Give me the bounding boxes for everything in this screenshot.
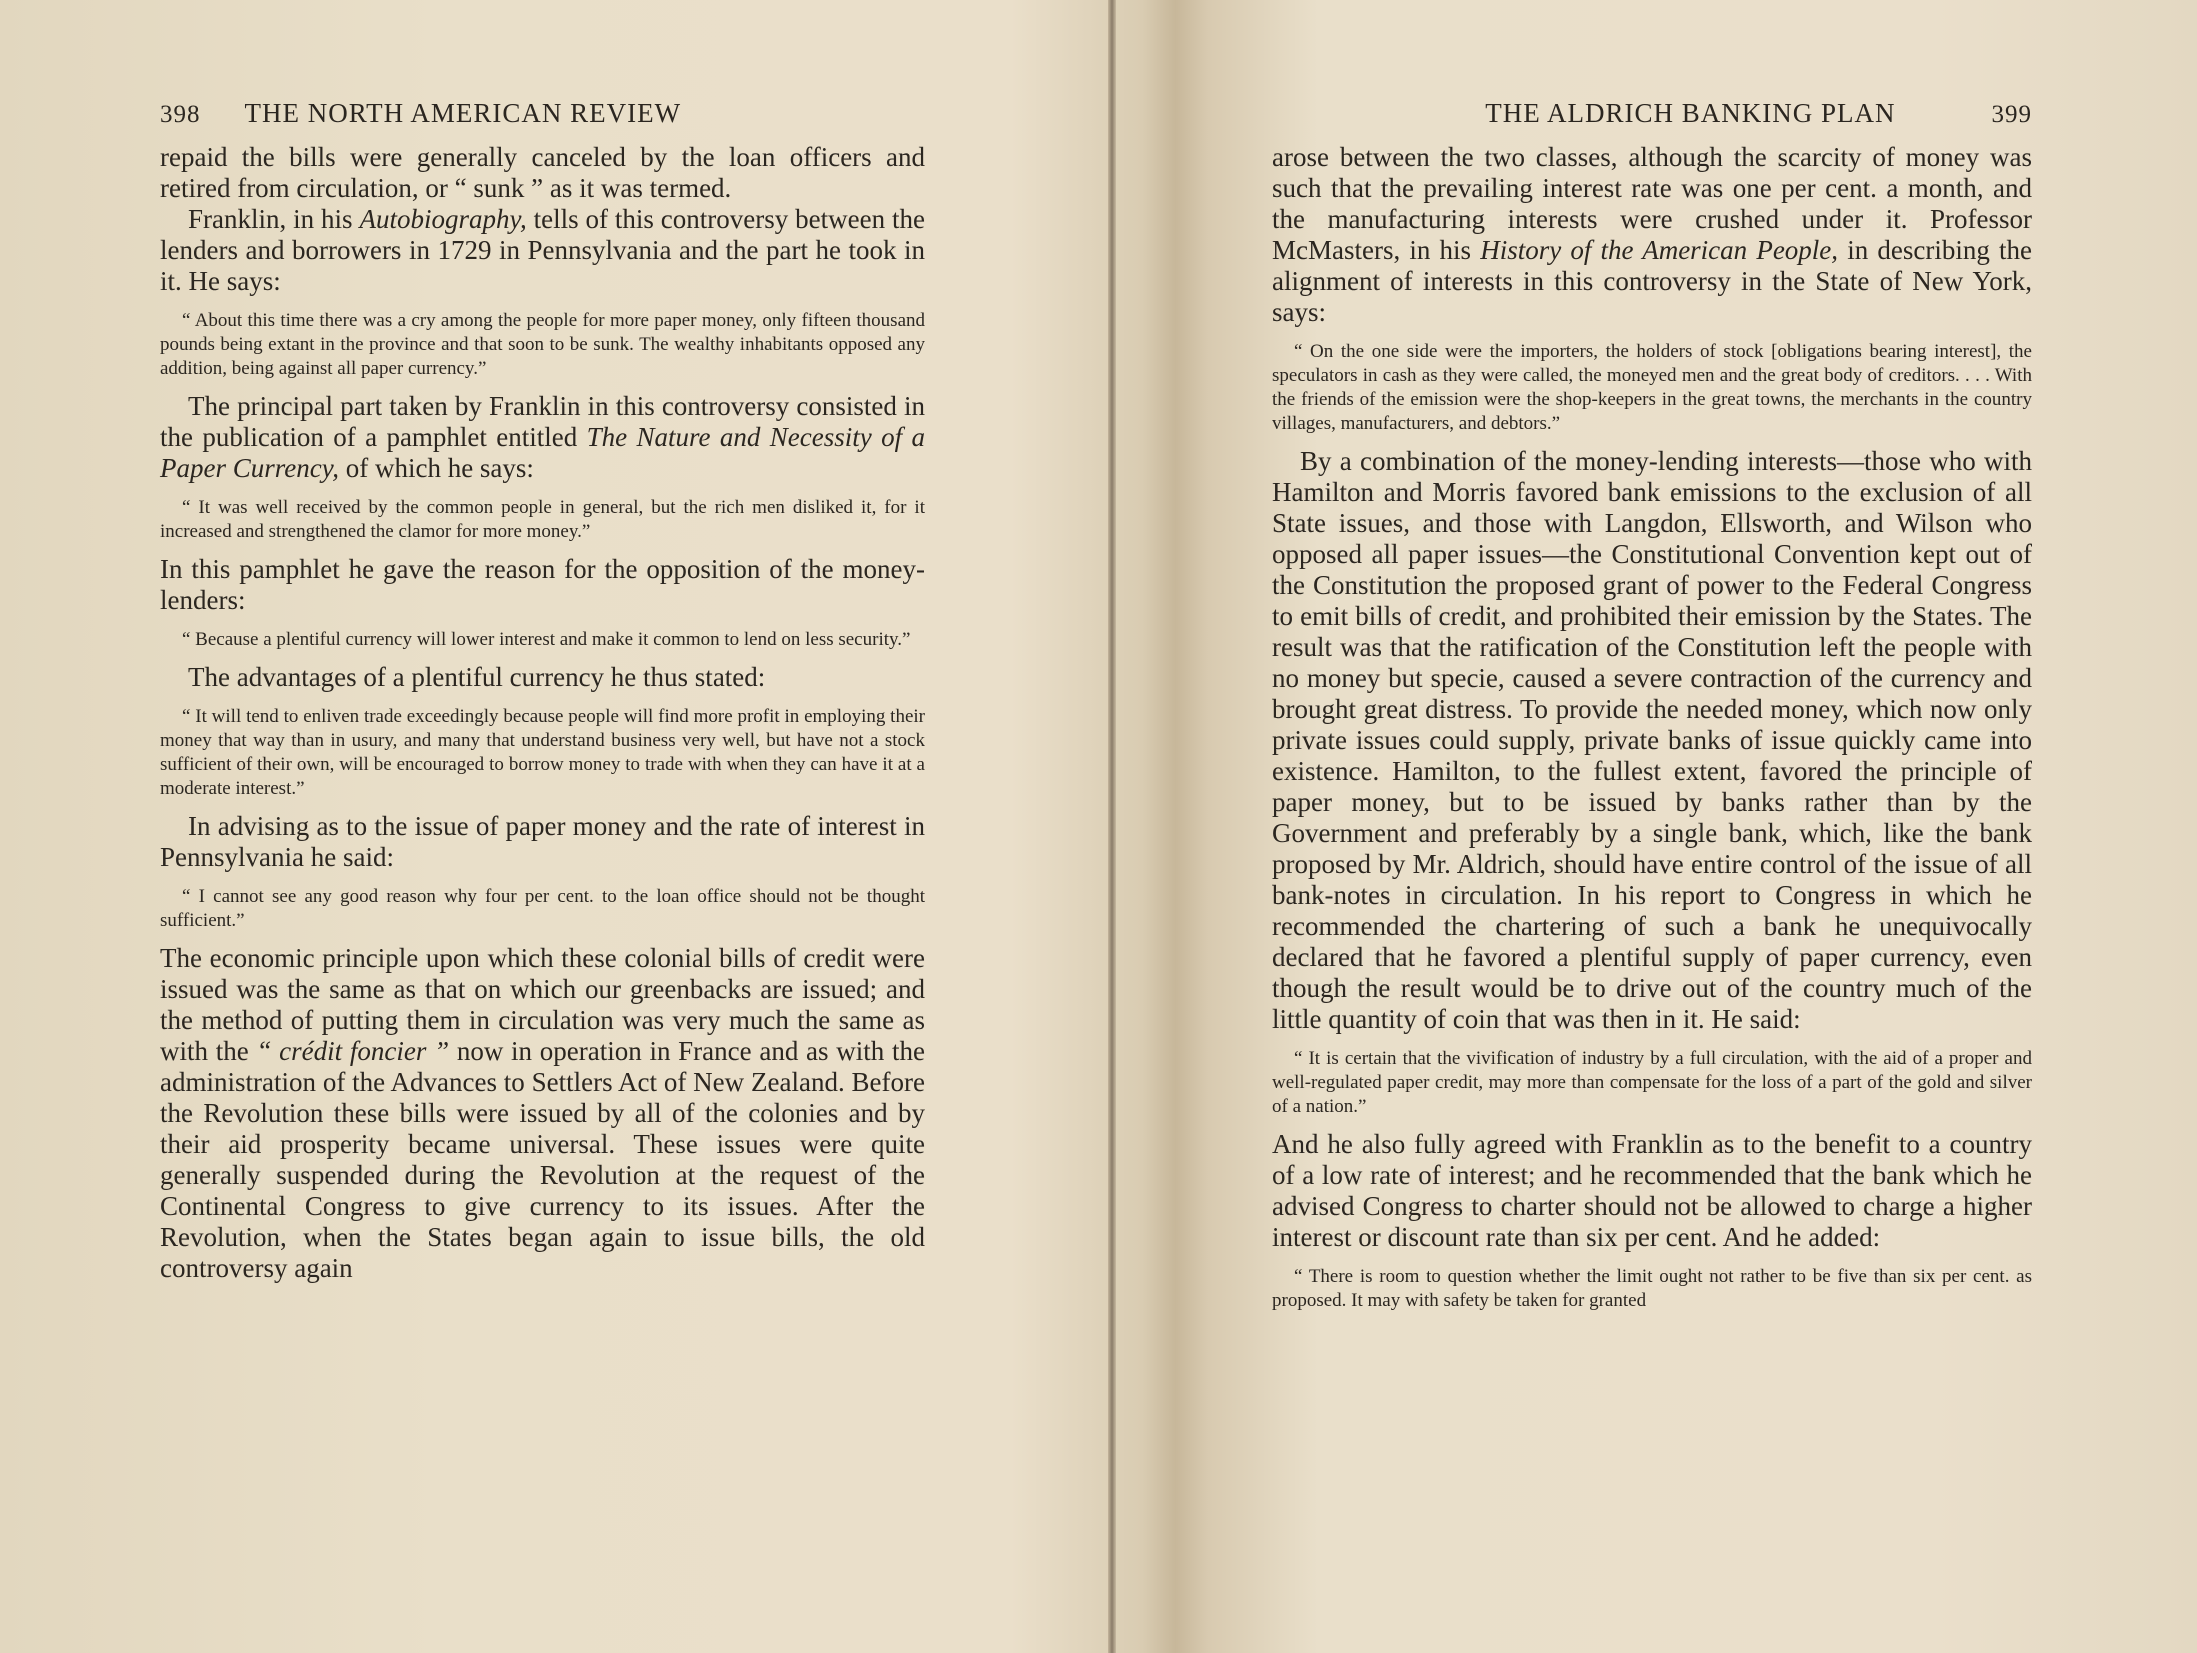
paragraph: The advantages of a plentiful currency he thus stated:	[188, 662, 766, 692]
quote-text: “ It will tend to enliven trade exceedingly because people will find more profit in employing their money that way than in usury, and many that understand business very well, but have not a stock sufficient of their own, will be encouraged to borrow money to trade with when they can have it at a moderate interest.”	[160, 706, 925, 799]
running-head: THE NORTH AMERICAN REVIEW	[244, 98, 682, 128]
left-page-header	[160, 98, 925, 142]
book-title: Autobiography,	[359, 204, 527, 234]
foreign-term: “ crédit foncier ”	[256, 1036, 450, 1066]
quote-text: “ About this time there was a cry among the people for more paper money, only fifteen thousand pounds being extant in the province and that soon to be sunk. The wealthy inhabitants opposed any addition, being against all paper currency.”	[160, 310, 925, 379]
quote-text: “ Because a plentiful currency will lower interest and make it common to lend on less security.”	[182, 629, 911, 650]
paragraph-text: The economic principle upon which these colonial bills of credit were issued was the same as that on which our greenbacks are issued; and the method of putting them in circulation was very much the same as with the	[160, 943, 925, 1066]
quote-text: “ There is room to question whether the limit ought not rather to be five than six per cent. as proposed. It may with safety be taken for granted	[1272, 1266, 2032, 1311]
paragraph-text: tells of this controversy between the lenders and borrowers in 1729 in Pennsylvania and the part he took in it. He says:	[160, 204, 925, 296]
book-title: The Nature and Necessity of a Paper Currency,	[160, 422, 925, 483]
quote-text: “ On the one side were the importers, the holders of stock [obligations bearing interest], the speculators in cash as they were called, the moneyed men and the great body of creditors. . . . With the friends of the emission were the shop-keepers in the great towns, the merchants in the country villages, manufacturers, and debtors.”	[1272, 341, 2032, 434]
page-number: 398	[160, 101, 201, 128]
paragraph	[1272, 142, 2032, 328]
block-quote	[160, 496, 925, 544]
quote-text: “ I cannot see any good reason why four per cent. to the loan office should not be thought sufficient.”	[160, 886, 925, 931]
block-quote	[160, 309, 925, 381]
paragraph: repaid the bills were generally canceled by the loan officers and retired from circulation, or “ sunk ” as it was termed.	[160, 142, 925, 203]
paragraph	[160, 391, 925, 484]
running-head: THE ALDRICH BANKING PLAN	[1485, 98, 1896, 128]
paragraph-text: arose between the two classes, although the scarcity of money was such that the prevailing interest rate was one per cent. a month, and the manufacturing interests were crushed under it. Professor McMasters, in his	[1272, 142, 2032, 265]
paragraph: In this pamphlet he gave the reason for the opposition of the money-lenders:	[160, 554, 925, 615]
right-page	[1272, 98, 2032, 1323]
block-quote	[1272, 340, 2032, 436]
paragraph	[160, 943, 925, 1284]
paragraph-text: Franklin, in his	[188, 204, 360, 234]
paragraph: And he also fully agreed with Franklin as to the benefit to a country of a low rate of interest; and he recommended that the bank which he advised Congress to charter should not be allowed to charge a higher interest or discount rate than six per cent. And he added:	[1272, 1129, 2032, 1252]
paragraph-text: in describing the alignment of interests in this controversy in the State of New York, says:	[1272, 235, 2032, 327]
paragraph: In advising as to the issue of paper money and the rate of interest in Pennsylvania he said:	[160, 811, 925, 872]
block-quote	[160, 705, 925, 801]
right-page-header	[1272, 98, 2032, 142]
block-quote	[160, 885, 925, 933]
paragraph-text: of which he says:	[338, 453, 534, 483]
page-number: 399	[1991, 101, 2032, 128]
book-title: History of the American People,	[1480, 235, 1839, 265]
block-quote	[160, 628, 925, 652]
paragraph: By a combination of the money-lending interests—those who with Hamilton and Morris favored bank emissions to the exclusion of all State issues, and those with Langdon, Ellsworth, and Wilson who opposed all paper issues—the Constitutional Convention kept out of the Constitution the proposed grant of power to the Federal Congress to emit bills of credit, and prohibited their emission by the States. The result was that the ratification of the Constitution left the people with no money but specie, caused a severe contraction of the currency and brought great distress. To provide the needed money, which now only private issues could supply, private banks of issue quickly came into existence. Hamilton, to the fullest extent, favored the principle of paper money, but to be issued by banks rather than by the Government and preferably by a single bank, which, like the bank proposed by Mr. Aldrich, should have entire control of the issue of all bank-notes in circulation. In his report to Congress in which he recommended the chartering of such a bank he unequivocally declared that he favored a plentiful supply of paper currency, even though the result would be to drive out of the country much of the little quantity of coin that was then in it. He said:	[1272, 446, 2032, 1034]
paragraph	[160, 204, 925, 297]
paragraph-text: now in operation in France and as with the administration of the Advances to Settlers Act of New Zealand. Before the Revolution these bills were issued by all of the colonies and by their aid prosperity became universal. These issues were quite generally suspended during the Revolution at the request of the Continental Congress to give currency to its issues. After the Revolution, when the States began again to issue bills, the old controversy again	[160, 1036, 925, 1283]
block-quote	[1272, 1265, 2032, 1313]
book-gutter	[1108, 0, 1116, 1653]
quote-text: “ It was well received by the common people in general, but the rich men disliked it, for it increased and strengthened the clamor for more money.”	[160, 497, 925, 542]
paragraph-text: The principal part taken by Franklin in this controversy consisted in the publication of a pamphlet entitled	[160, 391, 925, 452]
quote-text: “ It is certain that the vivification of industry by a full circulation, with the aid of a proper and well-regulated paper credit, may more than compensate for the loss of a part of the gold and silver of a nation.”	[1272, 1048, 2032, 1117]
left-page	[160, 98, 925, 1284]
block-quote	[1272, 1047, 2032, 1119]
